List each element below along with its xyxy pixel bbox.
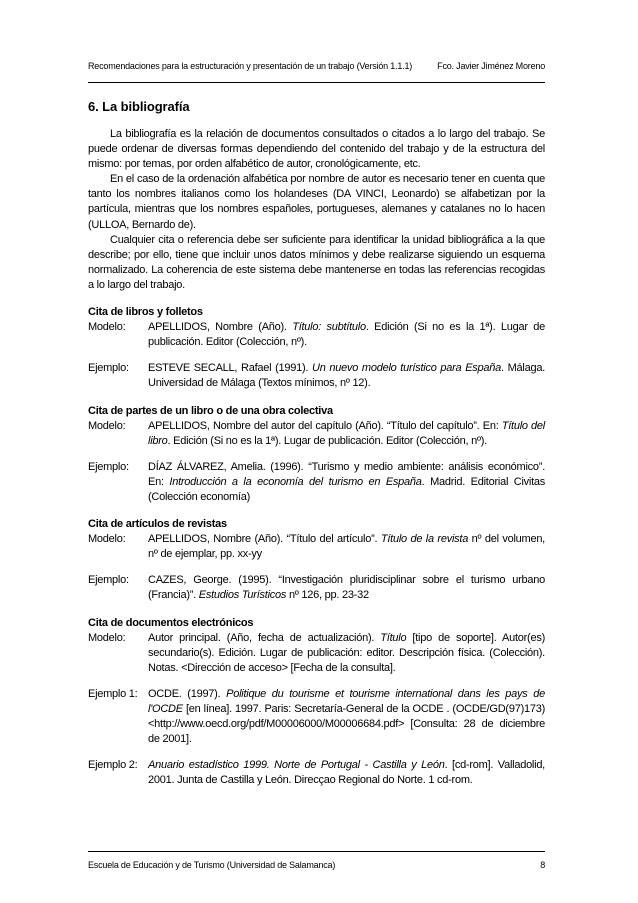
citation-entry: [88, 460, 545, 505]
citation-title-italic: Título de la revista: [380, 533, 469, 546]
spacer: [88, 392, 545, 404]
citation-section-title: Cita de artículos de revistas: [88, 518, 227, 531]
citation-fragment: OCDE. (1997).: [148, 687, 227, 700]
citation-entry: [88, 631, 545, 676]
citation-entry: [88, 419, 545, 449]
spacer: [88, 604, 545, 616]
citation-fragment: . Málaga. Universidad de Málaga (Textos mínimos, nº 12).: [148, 362, 545, 390]
citation-fragment: ESTEVE SECALL, Rafael (1991).: [148, 362, 313, 375]
citation-fragment: Autor principal. (Año, fecha de actualización).: [148, 631, 381, 644]
citation-text: [148, 573, 545, 603]
citation-fragment: . Edición (Si no es la 1ª). Lugar de publicación. Editor (Colección, nº).: [167, 434, 487, 447]
page-footer: [88, 860, 545, 870]
citation-label: Modelo:: [88, 419, 126, 432]
citation-title-italic: Politique du tourisme et tourisme international dans les pays de l'OCDE: [148, 687, 545, 715]
spacer: [88, 562, 545, 573]
citation-title-italic: Título: subtítulo: [292, 321, 366, 334]
citation-title-italic: Estudios Turísticos: [198, 589, 287, 602]
citation-text: [148, 361, 545, 391]
citation-label: Modelo:: [88, 533, 126, 546]
citation-label: Modelo:: [88, 321, 126, 334]
spacer: [88, 293, 545, 305]
spacer: [88, 449, 545, 460]
citation-title-italic: Título: [380, 631, 407, 644]
citation-entry: [88, 320, 545, 350]
citation-label: Ejemplo:: [88, 460, 129, 473]
spacer: [88, 676, 545, 687]
citation-text: [148, 532, 545, 562]
citation-entry: [88, 758, 545, 788]
citation-fragment: . Edición (Si no es la 1ª). Lugar de publicación. Editor (Colección, nº).: [148, 321, 545, 349]
citation-entry: [88, 532, 545, 562]
citation-fragment: DÍAZ ÁLVAREZ, Amelia. (1996). “Turismo y medio ambiente: análisis económico”. En:: [148, 460, 545, 488]
paragraph: La bibliografía es la relación de documentos consultados o citados a lo largo del trabajo. Se puede ordenar de diversas formas dependiendo del contenido del trabajo y de la estructura del mismo: por temas, por orden alfabético de autor, cronológicamente, etc.: [88, 128, 545, 171]
citation-label: Ejemplo 1:: [88, 687, 138, 700]
citation-label: Ejemplo:: [88, 574, 129, 587]
header-author: Fco. Javier Jiménez Moreno: [437, 61, 545, 71]
citation-fragment: [en línea]. 1997. Paris: Secretaría-General de la OCDE . (OCDE/GD(97)173) <http://www.oecd.org/pdf/M00006000/M00006684.pdf> [Consulta: 28 de diciembre de 2001].: [148, 703, 545, 746]
citation-section-title: Cita de partes de un libro o de una obra colectiva: [88, 404, 333, 417]
citation-sections: [88, 293, 545, 788]
citation-fragment: nº 126, pp. 23-32: [286, 589, 369, 602]
citation-section-title: Cita de libros y folletos: [88, 306, 203, 319]
citation-fragment: . Madrid. Editorial Civitas (Colección economía): [148, 475, 546, 503]
citation-section-title: Cita de documentos electrónicos: [88, 616, 254, 629]
citation-text: [148, 320, 545, 350]
citation-fragment: APELLIDOS, Nombre (Año).: [148, 321, 293, 334]
page-header: [88, 61, 545, 71]
citation-entry: [88, 361, 545, 391]
paragraph: En el caso de la ordenación alfabética por nombre de autor es necesario tener en cuenta que tanto los nombres italianos como los holandeses (DA VINCI, Leonardo) se alfabetizan por la partícula, mientras que los nombres españoles, portugueses, alemanes y catalanes no lo hacen (ULLOA, Bernardo de).: [88, 173, 545, 231]
header-divider: [88, 82, 545, 83]
document-body: [88, 127, 545, 788]
citation-text: [148, 460, 545, 505]
citation-entry: [88, 687, 545, 747]
section-heading: 6. La bibliografía: [88, 99, 190, 114]
citation-fragment: . [cd-rom]. Valladolid, 2001. Junta de Castilla y León. Direcçao Regional do Norte. 1 cd-rom.: [148, 759, 545, 787]
citation-label: Modelo:: [88, 631, 126, 644]
citation-entry: [88, 573, 545, 603]
citation-text: [148, 419, 545, 449]
citation-text: [148, 758, 545, 788]
citation-fragment: CAZES, George. (1995). “Investigación pluridisciplinar sobre el turismo urbano (Francia)”.: [148, 574, 545, 602]
page-number: 8: [540, 860, 545, 870]
spacer: [88, 350, 545, 361]
citation-title-italic: Introducción a la economía del turismo en España: [169, 475, 422, 488]
citation-title-italic: Anuario estadístico 1999. Norte de Portugal - Castilla y León: [148, 759, 445, 772]
citation-title-italic: Un nuevo modelo turístico para España: [312, 362, 501, 375]
citation-text: [148, 631, 545, 676]
footer-institution: Escuela de Educación y de Turismo (Universidad de Salamanca): [88, 860, 336, 870]
citation-fragment: APELLIDOS, Nombre del autor del capítulo (Año). “Título del capítulo”. En:: [148, 419, 502, 432]
citation-label: Ejemplo 2:: [88, 759, 138, 772]
citation-label: Ejemplo:: [88, 362, 129, 375]
citation-title-italic: Título del libro: [148, 419, 545, 447]
citation-text: [148, 687, 545, 747]
header-title: Recomendaciones para la estructuración y presentación de un trabajo (Versión 1.1.1): [88, 61, 413, 71]
spacer: [88, 505, 545, 517]
paragraph: Cualquier cita o referencia debe ser suficiente para identificar la unidad bibliográfica a la que describe; por ello, tiene que incluir unos datos mínimos y debe realizarse siguiendo un esquema normalizado. La coherencia de este sistema debe mantenerse en todas las referencias recogidas a lo largo del trabajo.: [88, 233, 545, 291]
citation-fragment: nº del volumen, nº de ejemplar, pp. xx-yy: [148, 533, 545, 561]
citation-fragment: [tipo de soporte]. Autor(es) secundario(s). Edición. Lugar de publicación: editor. Descripción física. (Colección). Notas. <Dirección de acceso> [Fecha de la consulta].: [148, 631, 546, 674]
footer-divider: [88, 851, 545, 852]
citation-fragment: APELLIDOS, Nombre (Año). “Título del artículo”.: [148, 533, 381, 546]
spacer: [88, 747, 545, 758]
